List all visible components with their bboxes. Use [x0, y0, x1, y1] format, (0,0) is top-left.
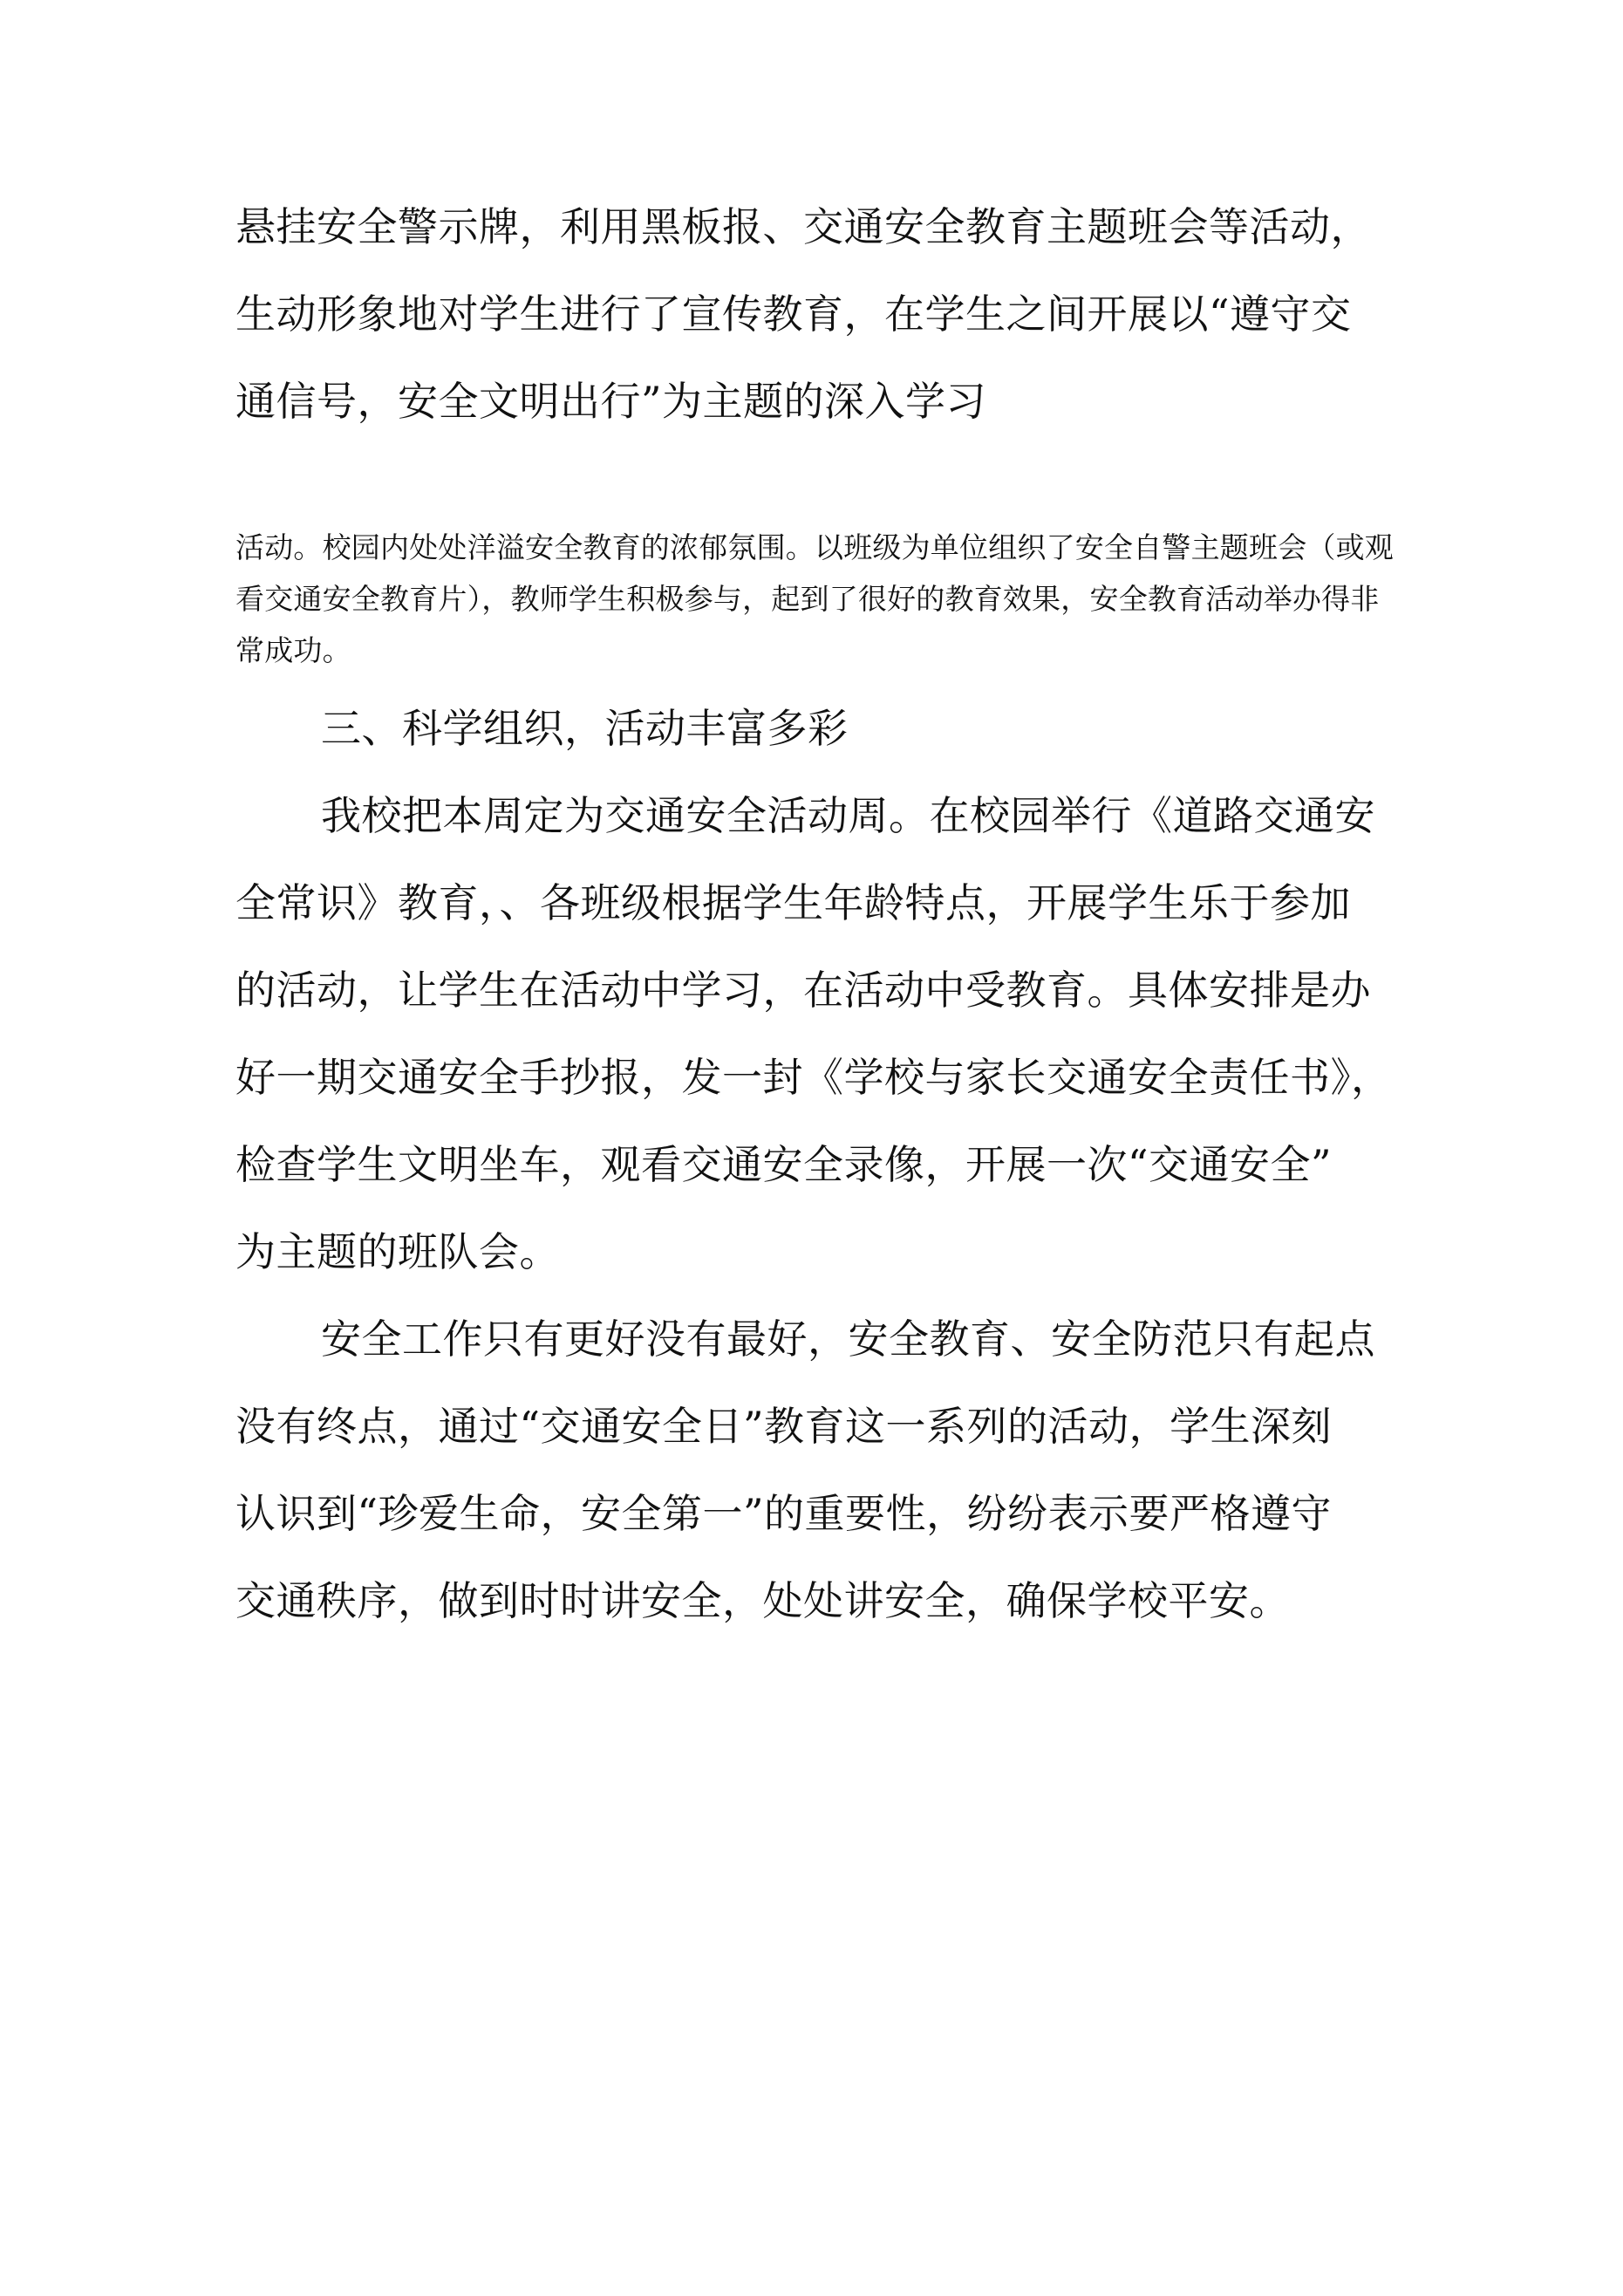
text-line: 认识到“珍爱生命，安全第一”的重要性，纷纷表示要严格遵守: [235, 1490, 1333, 1537]
section-heading: 三、科学组织，活动丰富多彩: [321, 705, 849, 752]
text-line: 悬挂安全警示牌，利用黑板报、交通安全教育主题班会等活动，: [235, 203, 1371, 250]
text-line: 安全工作只有更好没有最好，安全教育、安全防范只有起点: [321, 1315, 1375, 1363]
small-text-line: 看交通安全教育片），教师学生积极参与，起到了很好的教育效果，安全教育活动举办得非: [235, 582, 1380, 616]
text-line: 的活动，让学生在活动中学习，在活动中受教育。具体安排是办: [235, 967, 1371, 1014]
small-text-line: 常成功。: [235, 633, 351, 667]
text-line: 生动形象地对学生进行了宣传教育，在学生之间开展以“遵守交: [235, 290, 1352, 338]
text-line: 我校把本周定为交通安全活动周。在校园举行《道路交通安: [321, 792, 1375, 839]
text-line: 为主题的班队会。: [235, 1228, 560, 1275]
text-line: 通信号，安全文明出行”为主题的深入学习: [235, 378, 987, 425]
text-line: 全常识》教育，、各班级根据学生年龄特点，开展学生乐于参加: [235, 879, 1351, 926]
text-line: 检查学生文明坐车，观看交通安全录像，开展一次“交通安全”: [235, 1141, 1333, 1188]
text-line: 没有终点，通过“交通安全日”教育这一系列的活动，学生深刻: [235, 1403, 1333, 1450]
text-line: 交通秩序，做到时时讲安全，处处讲安全，确保学校平安。: [235, 1577, 1290, 1624]
small-text-line: 活动。校园内处处洋溢安全教育的浓郁氛围。以班级为单位组织了安全自警主题班会（或观: [235, 530, 1394, 564]
text-line: 好一期交通安全手抄报，发一封《学校与家长交通安全责任书》，: [235, 1054, 1392, 1101]
